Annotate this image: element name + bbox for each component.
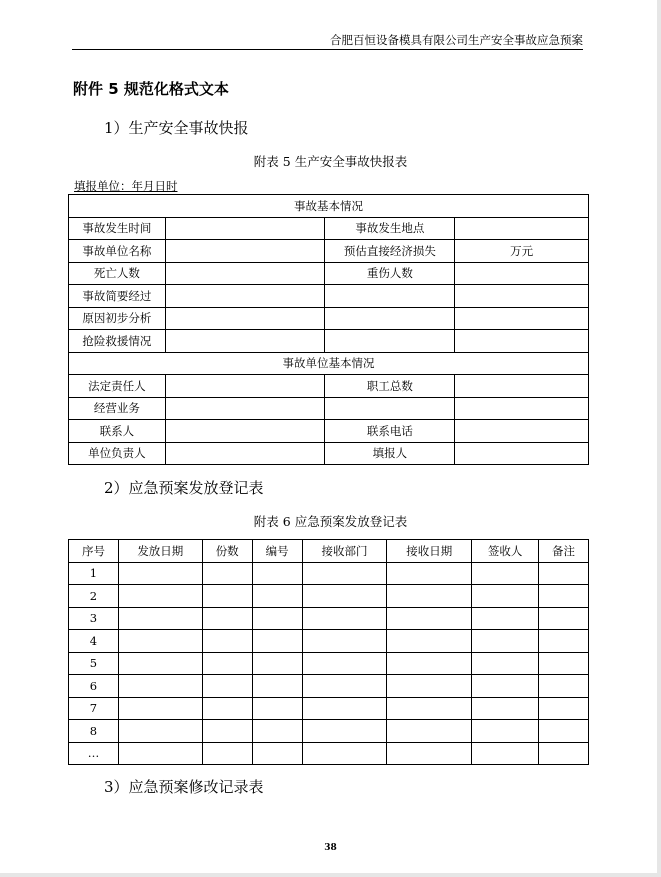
staff-total-label: 职工总数: [325, 375, 455, 398]
table-cell[interactable]: [202, 585, 252, 608]
rescue-cell[interactable]: [325, 330, 455, 353]
business-cell[interactable]: [455, 397, 589, 420]
col-header-seq: 序号: [69, 540, 119, 563]
row-seq-number: 6: [69, 675, 119, 698]
col-header-issue-date: 发放日期: [118, 540, 202, 563]
table-cell[interactable]: [539, 607, 589, 630]
unit-name-label: 事故单位名称: [69, 240, 166, 263]
table-cell[interactable]: [539, 720, 589, 743]
table-row: [69, 442, 589, 465]
business-cell[interactable]: [325, 397, 455, 420]
page-header: 合肥百恒设备模具有限公司生产安全事故应急预案: [330, 33, 583, 47]
table-cell[interactable]: [202, 607, 252, 630]
section-title: 附件 5 规范化格式文本: [73, 80, 229, 98]
brief-cell[interactable]: [165, 285, 325, 308]
basic-info-header: 事故基本情况: [69, 195, 589, 218]
row-seq-number: 5: [69, 652, 119, 675]
table-row: [69, 240, 589, 263]
table-cell[interactable]: [472, 607, 539, 630]
table-cell[interactable]: [472, 630, 539, 653]
table-cell[interactable]: [302, 697, 387, 720]
table-row: [69, 697, 589, 720]
table-cell[interactable]: [387, 675, 472, 698]
table-row: [69, 720, 589, 743]
table6-caption: 附表 6 应急预案发放登记表: [253, 514, 408, 529]
table-cell[interactable]: [252, 697, 302, 720]
business-label: 经营业务: [69, 397, 166, 420]
table-cell[interactable]: [118, 652, 202, 675]
deaths-label: 死亡人数: [69, 262, 166, 285]
table-cell[interactable]: [302, 607, 387, 630]
table-cell[interactable]: [387, 607, 472, 630]
unit-name-cell[interactable]: [165, 240, 325, 263]
table-cell[interactable]: [539, 675, 589, 698]
table-row: [69, 397, 589, 420]
table-cell[interactable]: [387, 562, 472, 585]
table-cell[interactable]: [302, 742, 387, 765]
table-row: [69, 307, 589, 330]
table-row: [69, 585, 589, 608]
cause-label: 原因初步分析: [69, 307, 166, 330]
business-cell[interactable]: [165, 397, 325, 420]
row-seq-number: 2: [69, 585, 119, 608]
brief-cell[interactable]: [325, 285, 455, 308]
legal-rep-cell[interactable]: [165, 375, 325, 398]
table-row: [69, 562, 589, 585]
col-header-number: 编号: [252, 540, 302, 563]
table-cell[interactable]: [302, 675, 387, 698]
table-row: [69, 652, 589, 675]
table-cell[interactable]: [472, 675, 539, 698]
subsection-2-title: 2）应急预案发放登记表: [104, 479, 264, 497]
filler-label: 填报人: [325, 442, 455, 465]
table-row: [69, 352, 589, 375]
table-cell[interactable]: [387, 585, 472, 608]
table-cell[interactable]: [202, 742, 252, 765]
injuries-label: 重伤人数: [325, 262, 455, 285]
brief-label: 事故简要经过: [69, 285, 166, 308]
table-cell[interactable]: [387, 720, 472, 743]
rescue-cell[interactable]: [165, 330, 325, 353]
phone-cell[interactable]: [455, 420, 589, 443]
table-row: [69, 330, 589, 353]
table-cell[interactable]: [539, 742, 589, 765]
col-header-copies: 份数: [202, 540, 252, 563]
table-cell[interactable]: [202, 562, 252, 585]
table-cell[interactable]: [302, 720, 387, 743]
phone-label: 联系电话: [325, 420, 455, 443]
distribution-table-body: [69, 562, 589, 765]
accident-report-table: [68, 194, 589, 465]
table-cell[interactable]: [472, 720, 539, 743]
table-cell[interactable]: [387, 652, 472, 675]
table-cell[interactable]: [252, 675, 302, 698]
table-cell[interactable]: [539, 585, 589, 608]
table-row: [69, 675, 589, 698]
col-header-receiving-dept: 接收部门: [302, 540, 387, 563]
header-rule: [72, 49, 583, 50]
row-seq-number: 8: [69, 720, 119, 743]
brief-cell[interactable]: [455, 285, 589, 308]
table-cell[interactable]: [472, 585, 539, 608]
subsection-1-title: 1）生产安全事故快报: [104, 119, 249, 137]
rescue-label: 抢险救援情况: [69, 330, 166, 353]
cause-cell[interactable]: [165, 307, 325, 330]
table-row: [69, 742, 589, 765]
est-loss-cell[interactable]: 万元: [455, 240, 589, 263]
table5-caption: 附表 5 生产安全事故快报表: [253, 154, 408, 169]
table-cell[interactable]: [472, 742, 539, 765]
table-row: [69, 630, 589, 653]
table-cell[interactable]: [252, 652, 302, 675]
filler-cell[interactable]: [455, 442, 589, 465]
legal-rep-label: 法定责任人: [69, 375, 166, 398]
occurred-place-label: 事故发生地点: [325, 217, 455, 240]
table-cell[interactable]: [302, 585, 387, 608]
table-cell[interactable]: [252, 630, 302, 653]
unit-info-header: 事故单位基本情况: [69, 352, 589, 375]
table-cell[interactable]: [539, 652, 589, 675]
table-row: [69, 262, 589, 285]
fill-unit-label: 填报单位：年月日时: [74, 179, 178, 193]
table-row: [69, 375, 589, 398]
unit-lead-label: 单位负责人: [69, 442, 166, 465]
table-cell[interactable]: [252, 562, 302, 585]
table-cell[interactable]: [118, 742, 202, 765]
table-cell[interactable]: [118, 562, 202, 585]
injuries-cell[interactable]: [455, 262, 589, 285]
table-cell[interactable]: [302, 652, 387, 675]
table-cell[interactable]: [118, 720, 202, 743]
col-header-receive-date: 接收日期: [387, 540, 472, 563]
cause-cell[interactable]: [325, 307, 455, 330]
table-row: [69, 420, 589, 443]
row-seq-number: 7: [69, 697, 119, 720]
table-cell[interactable]: [472, 562, 539, 585]
table-header-row: [69, 540, 589, 563]
unit-lead-cell[interactable]: [165, 442, 325, 465]
table-cell[interactable]: [202, 652, 252, 675]
table-cell[interactable]: [252, 607, 302, 630]
table-cell[interactable]: [539, 630, 589, 653]
col-header-signer: 签收人: [472, 540, 539, 563]
occurred-time-cell[interactable]: [165, 217, 325, 240]
table-cell[interactable]: [118, 697, 202, 720]
table-cell[interactable]: [202, 630, 252, 653]
staff-total-cell[interactable]: [455, 375, 589, 398]
occurred-time-label: 事故发生时间: [69, 217, 166, 240]
occurred-place-cell[interactable]: [455, 217, 589, 240]
row-seq-number: …: [69, 742, 119, 765]
contact-label: 联系人: [69, 420, 166, 443]
table-cell[interactable]: [202, 675, 252, 698]
est-loss-label: 预估直接经济损失: [325, 240, 455, 263]
table-cell[interactable]: [252, 720, 302, 743]
table-row: [69, 195, 589, 218]
table-cell[interactable]: [472, 697, 539, 720]
rescue-cell[interactable]: [455, 330, 589, 353]
table-cell[interactable]: [118, 630, 202, 653]
table-cell[interactable]: [202, 720, 252, 743]
table-cell[interactable]: [302, 562, 387, 585]
table-cell[interactable]: [118, 607, 202, 630]
table-cell[interactable]: [387, 697, 472, 720]
table-cell[interactable]: [539, 562, 589, 585]
table-cell[interactable]: [302, 630, 387, 653]
row-seq-number: 3: [69, 607, 119, 630]
contact-cell[interactable]: [165, 420, 325, 443]
distribution-register-table: [68, 539, 589, 765]
table-cell[interactable]: [118, 675, 202, 698]
table-cell[interactable]: [202, 697, 252, 720]
table-cell[interactable]: [252, 585, 302, 608]
table-row: [69, 285, 589, 308]
page-number: 38: [324, 843, 337, 853]
col-header-remarks: 备注: [539, 540, 589, 563]
table-cell[interactable]: [472, 652, 539, 675]
cause-cell[interactable]: [455, 307, 589, 330]
row-seq-number: 4: [69, 630, 119, 653]
table-cell[interactable]: [252, 742, 302, 765]
table-cell[interactable]: [539, 697, 589, 720]
table-cell[interactable]: [118, 585, 202, 608]
table-cell[interactable]: [387, 742, 472, 765]
table-row: [69, 607, 589, 630]
table-row: [69, 217, 589, 240]
deaths-cell[interactable]: [165, 262, 325, 285]
row-seq-number: 1: [69, 562, 119, 585]
subsection-3-title: 3）应急预案修改记录表: [104, 778, 264, 796]
table-cell[interactable]: [387, 630, 472, 653]
